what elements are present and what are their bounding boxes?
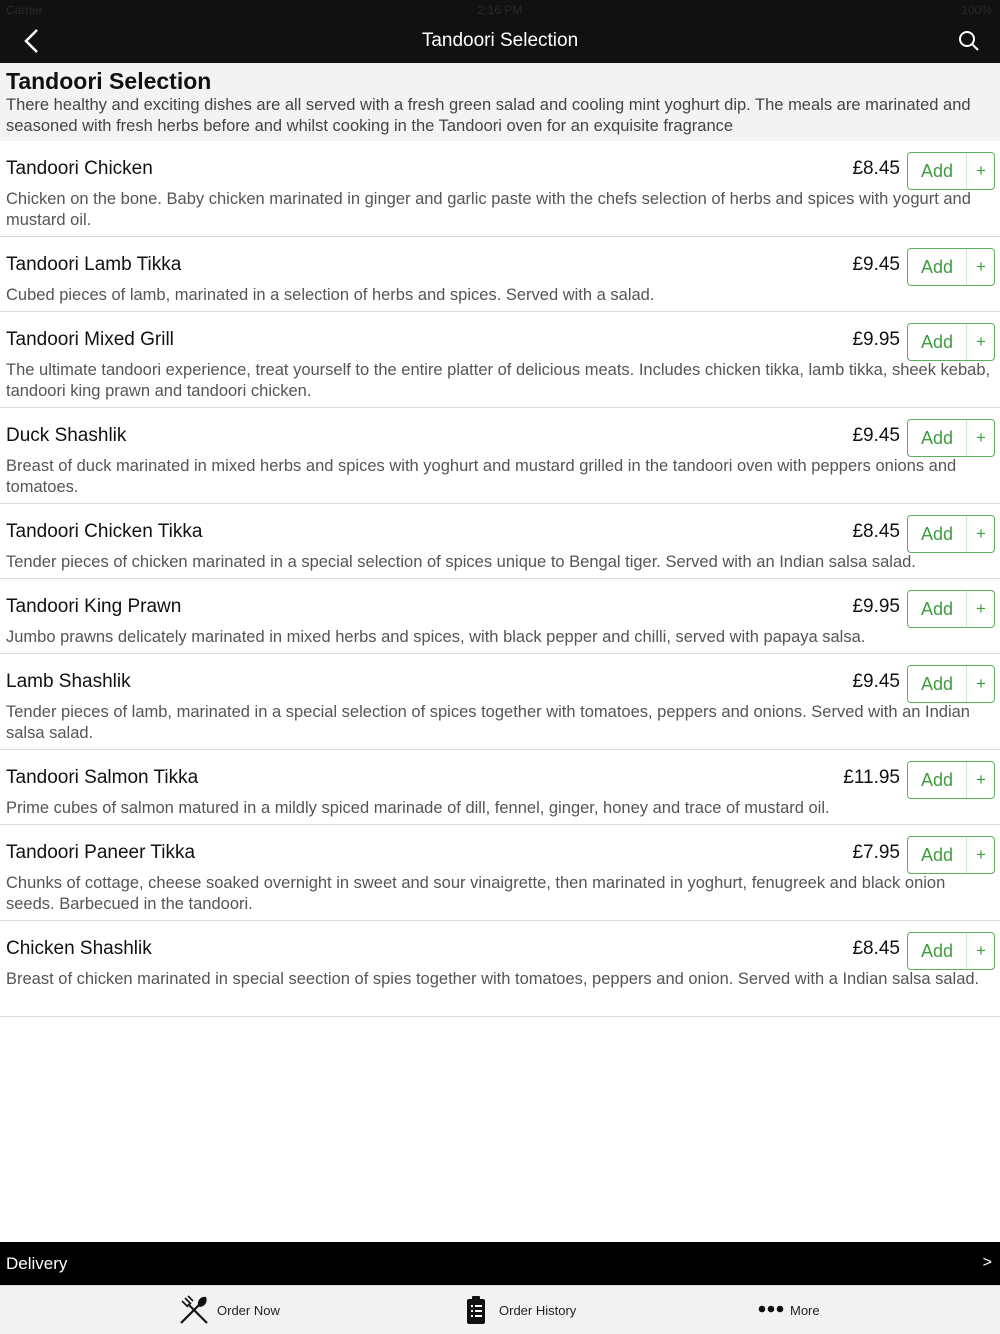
item-name: Tandoori Chicken Tikka: [6, 521, 203, 542]
fork-knife-icon: [178, 1294, 210, 1326]
plus-icon: +: [976, 524, 986, 543]
menu-item: [0, 579, 1000, 654]
nav-title: Tandoori Selection: [421, 30, 579, 51]
add-label: Add: [920, 599, 954, 619]
item-name: Tandoori Salmon Tikka: [6, 767, 199, 788]
tab-label: Order Now: [217, 1303, 280, 1318]
add-button[interactable]: [907, 761, 995, 799]
item-name: Chicken Shashlik: [6, 938, 152, 959]
add-button[interactable]: [907, 590, 995, 628]
add-button[interactable]: [907, 323, 995, 361]
delivery-bar[interactable]: [0, 1242, 1000, 1285]
battery-label: 100%: [961, 3, 992, 17]
item-price: £8.45: [852, 521, 900, 542]
item-price: £9.45: [852, 671, 900, 692]
item-description: Cubed pieces of lamb, marinated in a selection of herbs and spices. Served with a salad.: [6, 286, 655, 304]
add-label: Add: [920, 332, 954, 352]
add-label: Add: [920, 941, 954, 961]
item-name: Tandoori Chicken: [6, 158, 153, 179]
plus-icon: +: [976, 332, 986, 351]
item-description: Tender pieces of chicken marinated in a special selection of spices unique to Bengal tiger. Served with an Indian salsa salad.: [6, 553, 916, 571]
add-button[interactable]: [907, 665, 995, 703]
menu-item: [0, 750, 1000, 825]
item-price: £9.95: [852, 329, 900, 350]
add-label: Add: [920, 161, 954, 181]
more-dots-icon: [758, 1304, 784, 1314]
tab-bar: [0, 1285, 1000, 1334]
menu-item: [0, 504, 1000, 579]
menu-item: [0, 141, 1000, 237]
menu-item: [0, 312, 1000, 408]
item-name: Lamb Shashlik: [6, 671, 131, 692]
item-price: £7.95: [852, 842, 900, 863]
item-price: £11.95: [843, 767, 900, 788]
search-icon: [956, 28, 982, 54]
section-title: Tandoori Selection: [6, 68, 212, 94]
add-label: Add: [920, 845, 954, 865]
item-description: Tender pieces of lamb, marinated in a special selection of spices together with tomatoes, peppers and onions. Served with an Indian salsa salad.: [6, 703, 970, 742]
carrier-label: Carrier: [6, 3, 43, 17]
item-price: £9.45: [852, 425, 900, 446]
add-label: Add: [920, 524, 954, 544]
item-name: Tandoori Mixed Grill: [6, 329, 174, 350]
item-name: Tandoori King Prawn: [6, 596, 182, 617]
add-button[interactable]: [907, 932, 995, 970]
add-button[interactable]: [907, 419, 995, 457]
add-label: Add: [920, 257, 954, 277]
nav-bar: [0, 20, 1000, 63]
plus-icon: +: [976, 257, 986, 276]
plus-icon: +: [976, 161, 986, 180]
item-description: Jumbo prawns delicately marinated in mixed herbs and spices, with black pepper and chilli, served with papaya salsa.: [6, 628, 866, 646]
add-button[interactable]: [907, 152, 995, 190]
add-label: Add: [920, 674, 954, 694]
plus-icon: +: [976, 941, 986, 960]
item-description: Breast of duck marinated in mixed herbs and spices with yoghurt and mustard grilled in the tandoori oven with peppers onions and tomatoes.: [6, 457, 957, 496]
plus-icon: +: [976, 599, 986, 618]
tab-label: Order History: [499, 1303, 577, 1318]
item-name: Tandoori Lamb Tikka: [6, 254, 182, 275]
search-button[interactable]: [956, 28, 982, 54]
plus-icon: +: [976, 674, 986, 693]
status-time: 2:16 PM: [477, 3, 523, 17]
menu-item: [0, 408, 1000, 504]
item-price: £9.95: [852, 596, 900, 617]
section-description: There healthy and exciting dishes are all served with a fresh green salad and cooling mint yoghurt dip. The meals are marinated and seasoned with fresh herbs before and whilst cooking in the Tandoori oven for an exquisite fragrance: [6, 96, 971, 135]
item-price: £9.45: [852, 254, 900, 275]
item-price: £8.45: [852, 938, 900, 959]
plus-icon: +: [976, 428, 986, 447]
clipboard-icon: [466, 1295, 486, 1325]
menu-item: [0, 654, 1000, 750]
add-button[interactable]: [907, 515, 995, 553]
plus-icon: +: [976, 770, 986, 789]
menu-item: [0, 825, 1000, 921]
item-description: The ultimate tandoori experience, treat yourself to the entire platter of delicious meats. Includes chicken tikka, lamb tikka, sheek kebab, tandoori king prawn and tandoori chicken.: [6, 361, 991, 400]
item-name: Tandoori Paneer Tikka: [6, 842, 196, 863]
item-description: Prime cubes of salmon matured in a mildly spiced marinade of dill, fennel, ginger, honey and trace of mustard oil.: [6, 799, 830, 817]
add-label: Add: [920, 770, 954, 790]
add-button[interactable]: [907, 248, 995, 286]
add-label: Add: [920, 428, 954, 448]
menu-list: [0, 141, 1000, 1017]
tab-label: More: [790, 1303, 820, 1318]
section-header: [0, 63, 1000, 141]
tab-order-history[interactable]: [466, 1286, 596, 1334]
chevron-right-icon: >: [982, 1254, 992, 1271]
item-description: Chunks of cottage, cheese soaked overnight in sweet and sour vinaigrette, then marinated in yoghurt, fenugreek and black onion seeds. Barbecued in the tandoori.: [6, 874, 946, 913]
tab-more[interactable]: [758, 1286, 838, 1334]
add-button[interactable]: [907, 836, 995, 874]
item-name: Duck Shashlik: [6, 425, 127, 446]
tab-order-now[interactable]: [178, 1286, 298, 1334]
menu-item: [0, 237, 1000, 312]
menu-item: [0, 921, 1000, 1017]
delivery-label: Delivery: [6, 1254, 68, 1273]
item-description: Breast of chicken marinated in special seection of spies together with tomatoes, peppers and onion. Served with a Indian salsa salad.: [6, 970, 980, 988]
item-description: Chicken on the bone. Baby chicken marinated in ginger and garlic paste with the chefs selection of herbs and spices with yogurt and mustard oil.: [6, 190, 971, 229]
status-bar: [0, 0, 1000, 20]
plus-icon: +: [976, 845, 986, 864]
item-price: £8.45: [852, 158, 900, 179]
